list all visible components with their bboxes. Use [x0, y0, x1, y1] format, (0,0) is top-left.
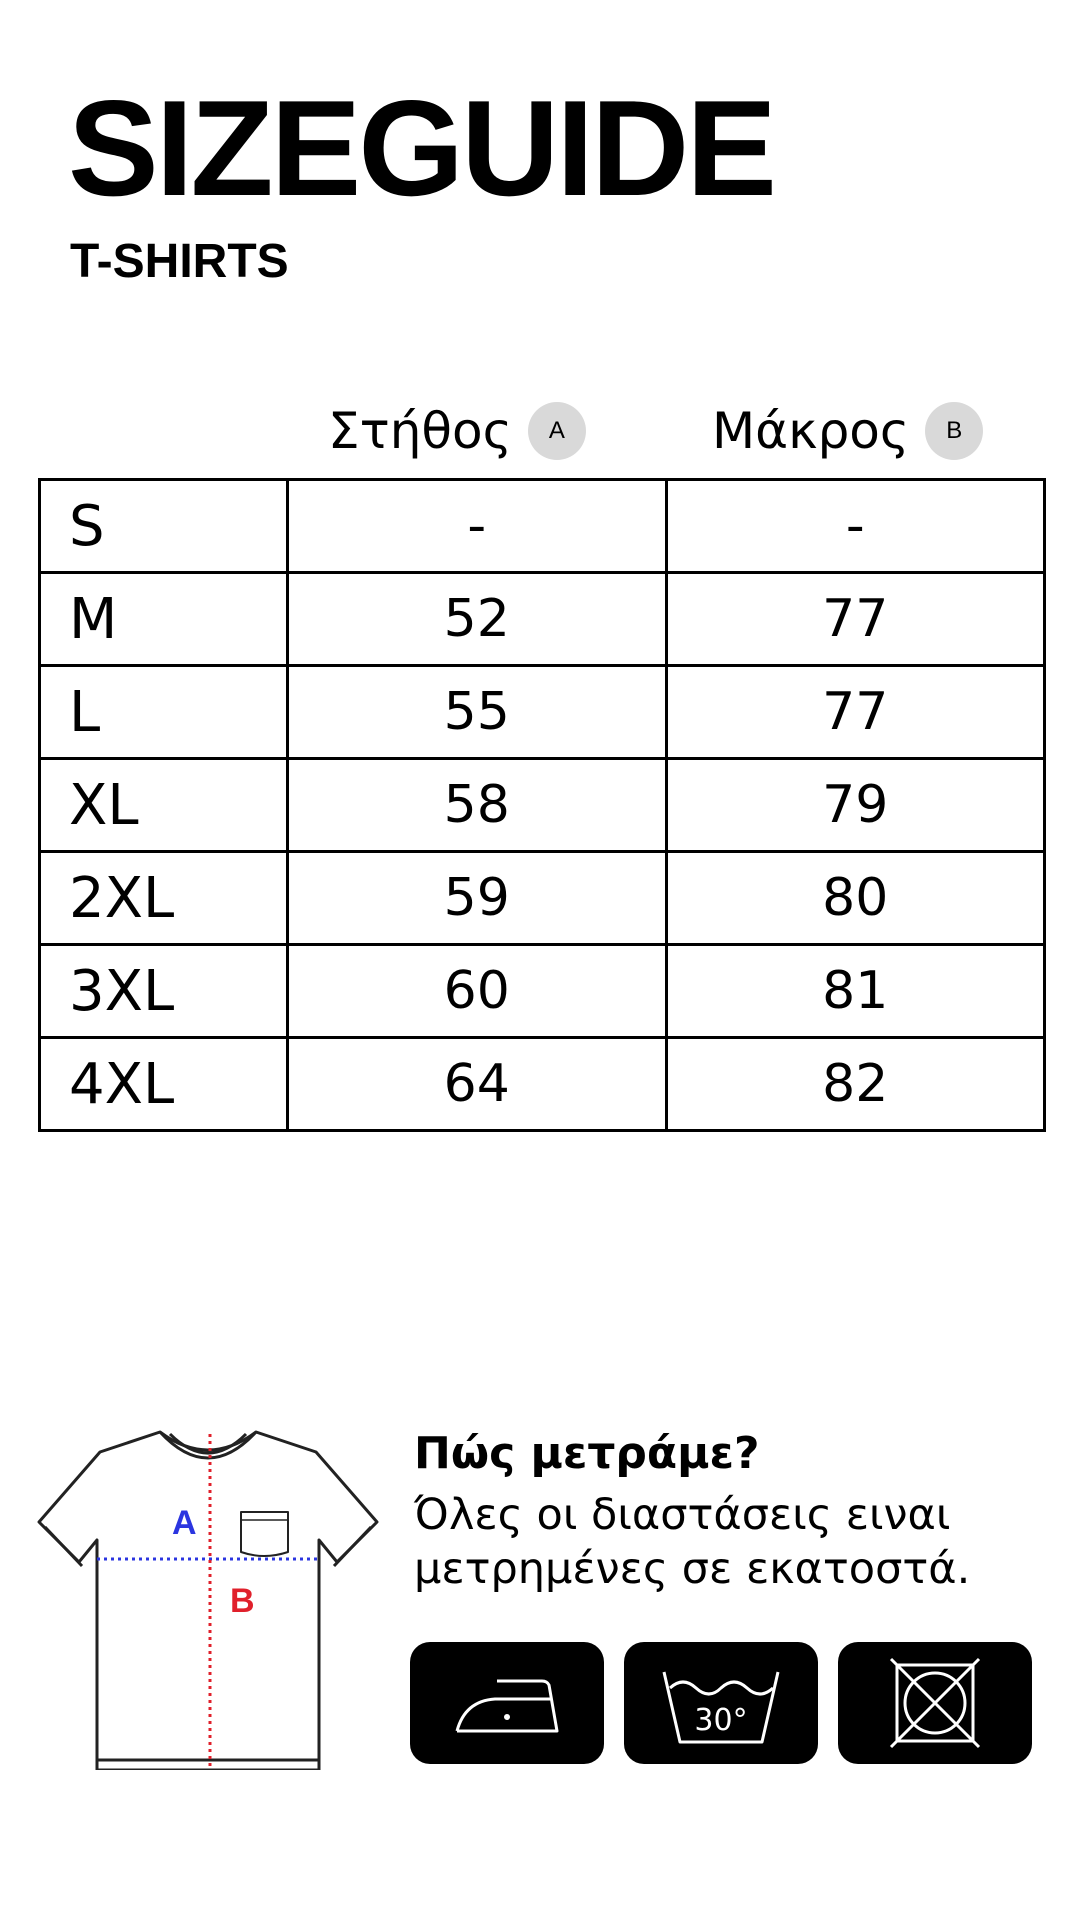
do-not-tumble-dry-icon [885, 1653, 985, 1753]
size-table [38, 478, 1046, 1132]
size-cell: 4XL [40, 1038, 288, 1131]
column-header-chest-label: Στήθος [328, 402, 512, 460]
length-cell: 77 [666, 666, 1045, 759]
measure-label-b: B [230, 1582, 255, 1620]
table-row [40, 666, 1045, 759]
length-cell: 82 [666, 1038, 1045, 1131]
page-title: SIZEGUIDE [68, 72, 774, 224]
chest-cell: 55 [288, 666, 667, 759]
care-wash-badge [624, 1642, 818, 1764]
table-row [40, 945, 1045, 1038]
length-cell: 80 [666, 852, 1045, 945]
chest-cell: 59 [288, 852, 667, 945]
table-row [40, 852, 1045, 945]
size-cell: M [40, 573, 288, 666]
chest-cell: 52 [288, 573, 667, 666]
length-cell: 81 [666, 945, 1045, 1038]
measure-info-description: Όλες οι διαστάσεις ειναι μετρημένες σε εκατοστά. [414, 1490, 971, 1594]
tshirt-diagram [34, 1420, 384, 1770]
size-cell: 2XL [40, 852, 288, 945]
wash-temperature-label: 30° [694, 1703, 748, 1738]
care-iron-badge [410, 1642, 604, 1764]
table-row [40, 759, 1045, 852]
length-cell: 77 [666, 573, 1045, 666]
chest-cell: 60 [288, 945, 667, 1038]
table-row [40, 573, 1045, 666]
size-cell: XL [40, 759, 288, 852]
length-cell: 79 [666, 759, 1045, 852]
column-header-length-label: Μάκρος [712, 402, 910, 460]
tshirt-outline-icon [39, 1432, 377, 1770]
measure-info-title: Πώς μετράμε? [414, 1428, 760, 1479]
chest-cell: 64 [288, 1038, 667, 1131]
page-subtitle: T-SHIRTS [70, 235, 289, 288]
care-no-tumble-dry-badge [838, 1642, 1032, 1764]
size-cell: S [40, 480, 288, 573]
length-cell: - [666, 480, 1045, 573]
iron-icon [447, 1663, 567, 1743]
table-row [40, 1038, 1045, 1131]
marker-b-badge: B [925, 402, 983, 460]
wash-30-icon [656, 1658, 786, 1748]
measure-label-a: A [172, 1504, 197, 1542]
size-cell: 3XL [40, 945, 288, 1038]
chest-cell: - [288, 480, 667, 573]
table-row [40, 480, 1045, 573]
marker-a-badge: A [528, 402, 586, 460]
column-header-chest [328, 402, 586, 460]
size-cell: L [40, 666, 288, 759]
column-header-length [712, 402, 983, 460]
chest-cell: 58 [288, 759, 667, 852]
